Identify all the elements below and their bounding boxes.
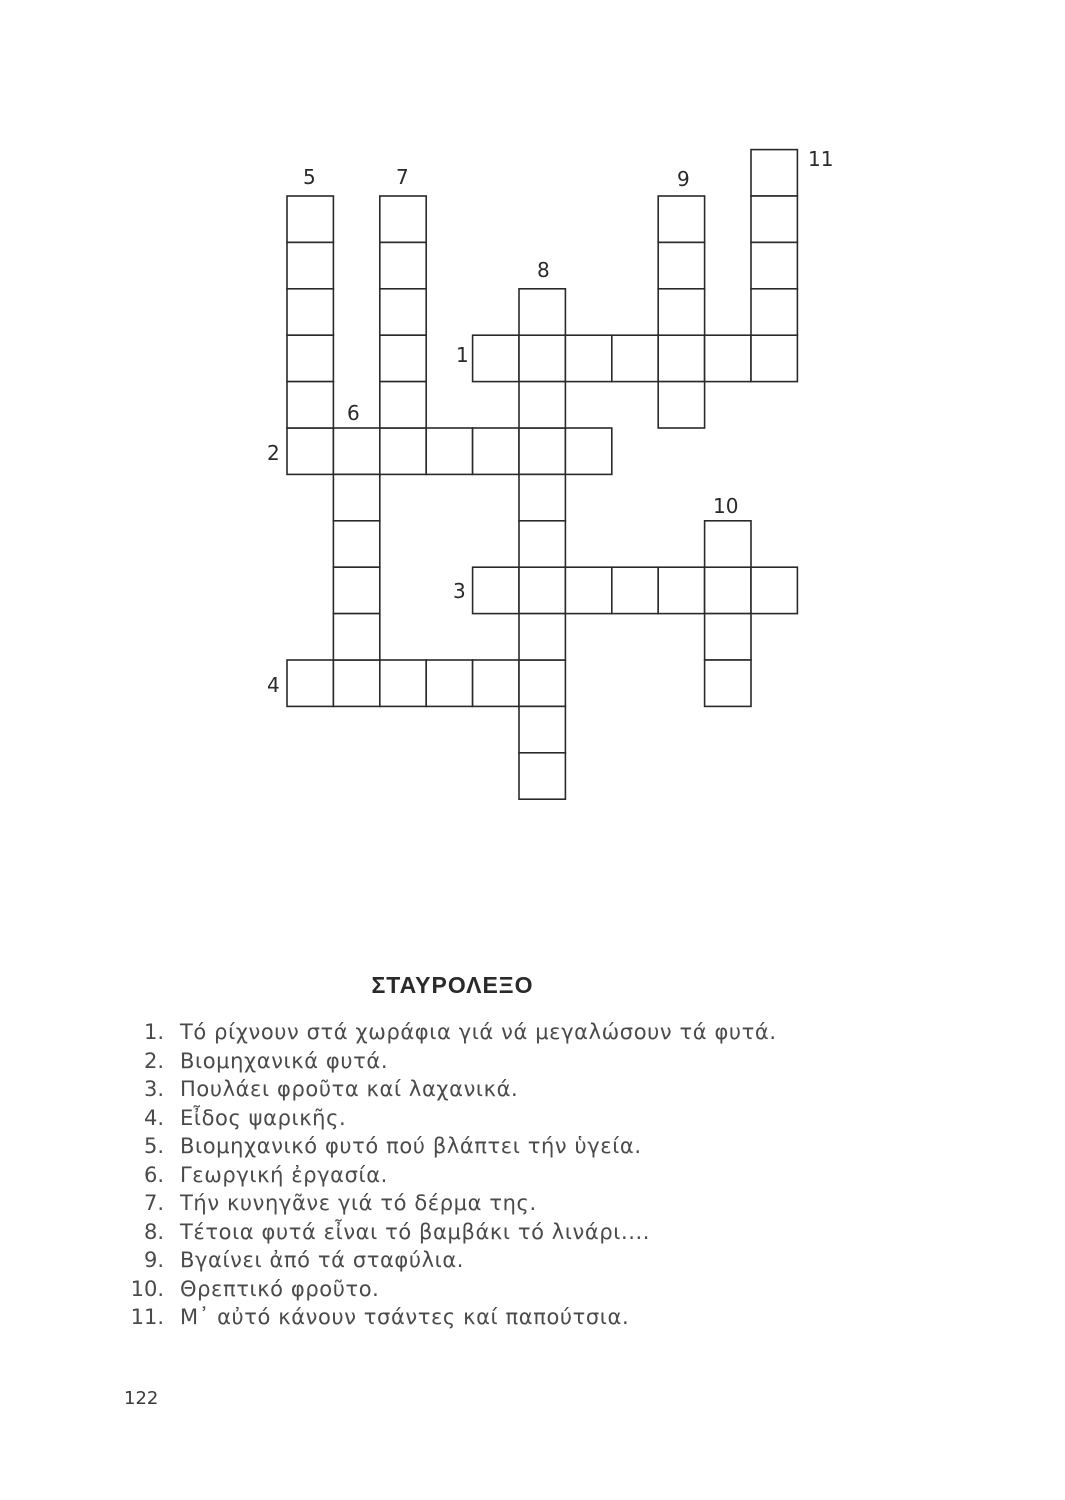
clue-item (118, 1218, 938, 1247)
crossword-cell[interactable] (519, 382, 565, 428)
clue-item-number: 10. (130, 1276, 164, 1301)
crossword-cell[interactable] (565, 567, 611, 613)
clue-item-number: 1. (143, 1020, 164, 1044)
crossword-cell[interactable] (751, 289, 797, 335)
crossword-cell[interactable] (519, 521, 565, 567)
crossword-cell[interactable] (287, 289, 333, 335)
clue-item-text: Βιομηχανικό φυτό πού βλάπτει τήν ὑγεία. (180, 1134, 642, 1158)
crossword-cell[interactable] (519, 706, 565, 752)
clue-item-text: Γεωργική ἐργασία. (180, 1162, 388, 1187)
clue-item (118, 1047, 938, 1076)
clue-item (118, 1104, 938, 1133)
clue-number-8: 8 (537, 258, 550, 282)
clue-item-number: 2. (143, 1048, 164, 1073)
crossword-cell[interactable] (705, 660, 751, 706)
clue-item-number: 5. (143, 1134, 164, 1158)
clue-item-text: Εἶδος ψαρικῆς. (180, 1105, 347, 1130)
crossword-cell[interactable] (519, 567, 565, 613)
crossword-cell[interactable] (519, 289, 565, 335)
crossword-cell[interactable] (287, 335, 333, 381)
crossword-cell[interactable] (426, 660, 472, 706)
clue-item-text: Μ᾽ αὐτό κάνουν τσάντες καί παπούτσια. (180, 1305, 630, 1329)
crossword-cell[interactable] (565, 335, 611, 381)
crossword-cell[interactable] (380, 289, 426, 335)
crossword-cell[interactable] (658, 382, 704, 428)
clue-number-4: 4 (267, 673, 280, 697)
crossword-cell[interactable] (705, 614, 751, 660)
crossword-cell[interactable] (333, 428, 379, 474)
clue-item (118, 1189, 938, 1218)
crossword-cell[interactable] (658, 567, 704, 613)
crossword-cell[interactable] (473, 567, 519, 613)
crossword-cell[interactable] (658, 242, 704, 288)
clue-number-9: 9 (677, 167, 690, 191)
crossword-cell[interactable] (473, 335, 519, 381)
clue-item-number: 4. (143, 1105, 164, 1130)
clue-item-number: 7. (143, 1191, 164, 1215)
crossword-cell[interactable] (287, 196, 333, 242)
crossword-cell[interactable] (519, 474, 565, 520)
crossword-cell[interactable] (287, 382, 333, 428)
clue-item-text: Τό ρίχνουν στά χωράφια γιά νά μεγαλώσουν τά φυτά. (180, 1020, 777, 1044)
clue-number-1: 1 (456, 343, 469, 367)
crossword-cell[interactable] (705, 335, 751, 381)
crossword-cell[interactable] (705, 521, 751, 567)
clue-number-2: 2 (267, 441, 280, 465)
crossword-cell[interactable] (473, 660, 519, 706)
crossword-cell[interactable] (612, 567, 658, 613)
clue-item (118, 1075, 938, 1104)
crossword-cell[interactable] (658, 289, 704, 335)
crossword-cell[interactable] (333, 660, 379, 706)
crossword-cell[interactable] (473, 428, 519, 474)
crossword-cell[interactable] (705, 567, 751, 613)
clue-number-6: 6 (347, 401, 360, 425)
clue-number-3: 3 (453, 579, 466, 603)
clue-number-7: 7 (396, 165, 409, 189)
clue-item (118, 1018, 938, 1047)
crossword-cell[interactable] (658, 335, 704, 381)
clue-number-5: 5 (303, 165, 316, 189)
crossword-cell[interactable] (658, 196, 704, 242)
clue-item (118, 1161, 938, 1190)
crossword-cell[interactable] (751, 150, 797, 196)
crossword-cell[interactable] (380, 428, 426, 474)
clue-list (118, 1018, 938, 1332)
crossword-cell[interactable] (751, 242, 797, 288)
crossword-cell[interactable] (519, 428, 565, 474)
clue-number-11: 11 (808, 147, 834, 171)
crossword-cell[interactable] (751, 335, 797, 381)
clue-item (118, 1246, 938, 1275)
crossword-cell[interactable] (565, 428, 611, 474)
crossword-cell[interactable] (380, 196, 426, 242)
crossword-cell[interactable] (287, 428, 333, 474)
crossword-cell[interactable] (380, 382, 426, 428)
clue-item-text: Βιομηχανικά φυτά. (180, 1048, 389, 1073)
clue-item-number: 9. (143, 1248, 164, 1272)
clue-item (118, 1303, 938, 1332)
page-number: 122 (124, 1388, 159, 1409)
crossword-cell[interactable] (380, 335, 426, 381)
clue-item-number: 8. (143, 1219, 164, 1244)
crossword-cell[interactable] (333, 474, 379, 520)
clue-item-number: 3. (143, 1077, 164, 1101)
page-title: ΣΤΑΥΡΟΛΕΞΟ (371, 972, 534, 998)
crossword-cell[interactable] (519, 660, 565, 706)
crossword-cell[interactable] (333, 614, 379, 660)
crossword-cell[interactable] (751, 196, 797, 242)
clue-item-text: Βγαίνει ἀπό τά σταφύλια. (180, 1248, 465, 1272)
clue-number-10: 10 (713, 494, 739, 518)
clue-item (118, 1275, 938, 1304)
crossword-cell[interactable] (333, 567, 379, 613)
crossword-cell[interactable] (751, 567, 797, 613)
clue-item-text: Τήν κυνηγᾶνε γιά τό δέρμα της. (180, 1191, 537, 1215)
crossword-cell[interactable] (380, 660, 426, 706)
clue-item-text: Τέτοια φυτά εἶναι τό βαμβάκι τό λινάρι.... (180, 1219, 651, 1244)
crossword-cell[interactable] (426, 428, 472, 474)
crossword-cell[interactable] (519, 335, 565, 381)
crossword-cells (287, 150, 797, 800)
crossword-cell[interactable] (519, 753, 565, 799)
crossword-cell[interactable] (333, 521, 379, 567)
clue-item-text: Θρεπτικό φροῦτο. (180, 1276, 380, 1301)
crossword-cell[interactable] (380, 242, 426, 288)
crossword-cell[interactable] (287, 660, 333, 706)
crossword-cell[interactable] (519, 614, 565, 660)
crossword-cell[interactable] (287, 242, 333, 288)
clue-item-number: 11. (130, 1305, 164, 1329)
clue-item (118, 1132, 938, 1161)
crossword-cell[interactable] (612, 335, 658, 381)
clue-item-number: 6. (143, 1162, 164, 1187)
clue-item-text: Πουλάει φροῦτα καί λαχανικά. (180, 1077, 519, 1101)
